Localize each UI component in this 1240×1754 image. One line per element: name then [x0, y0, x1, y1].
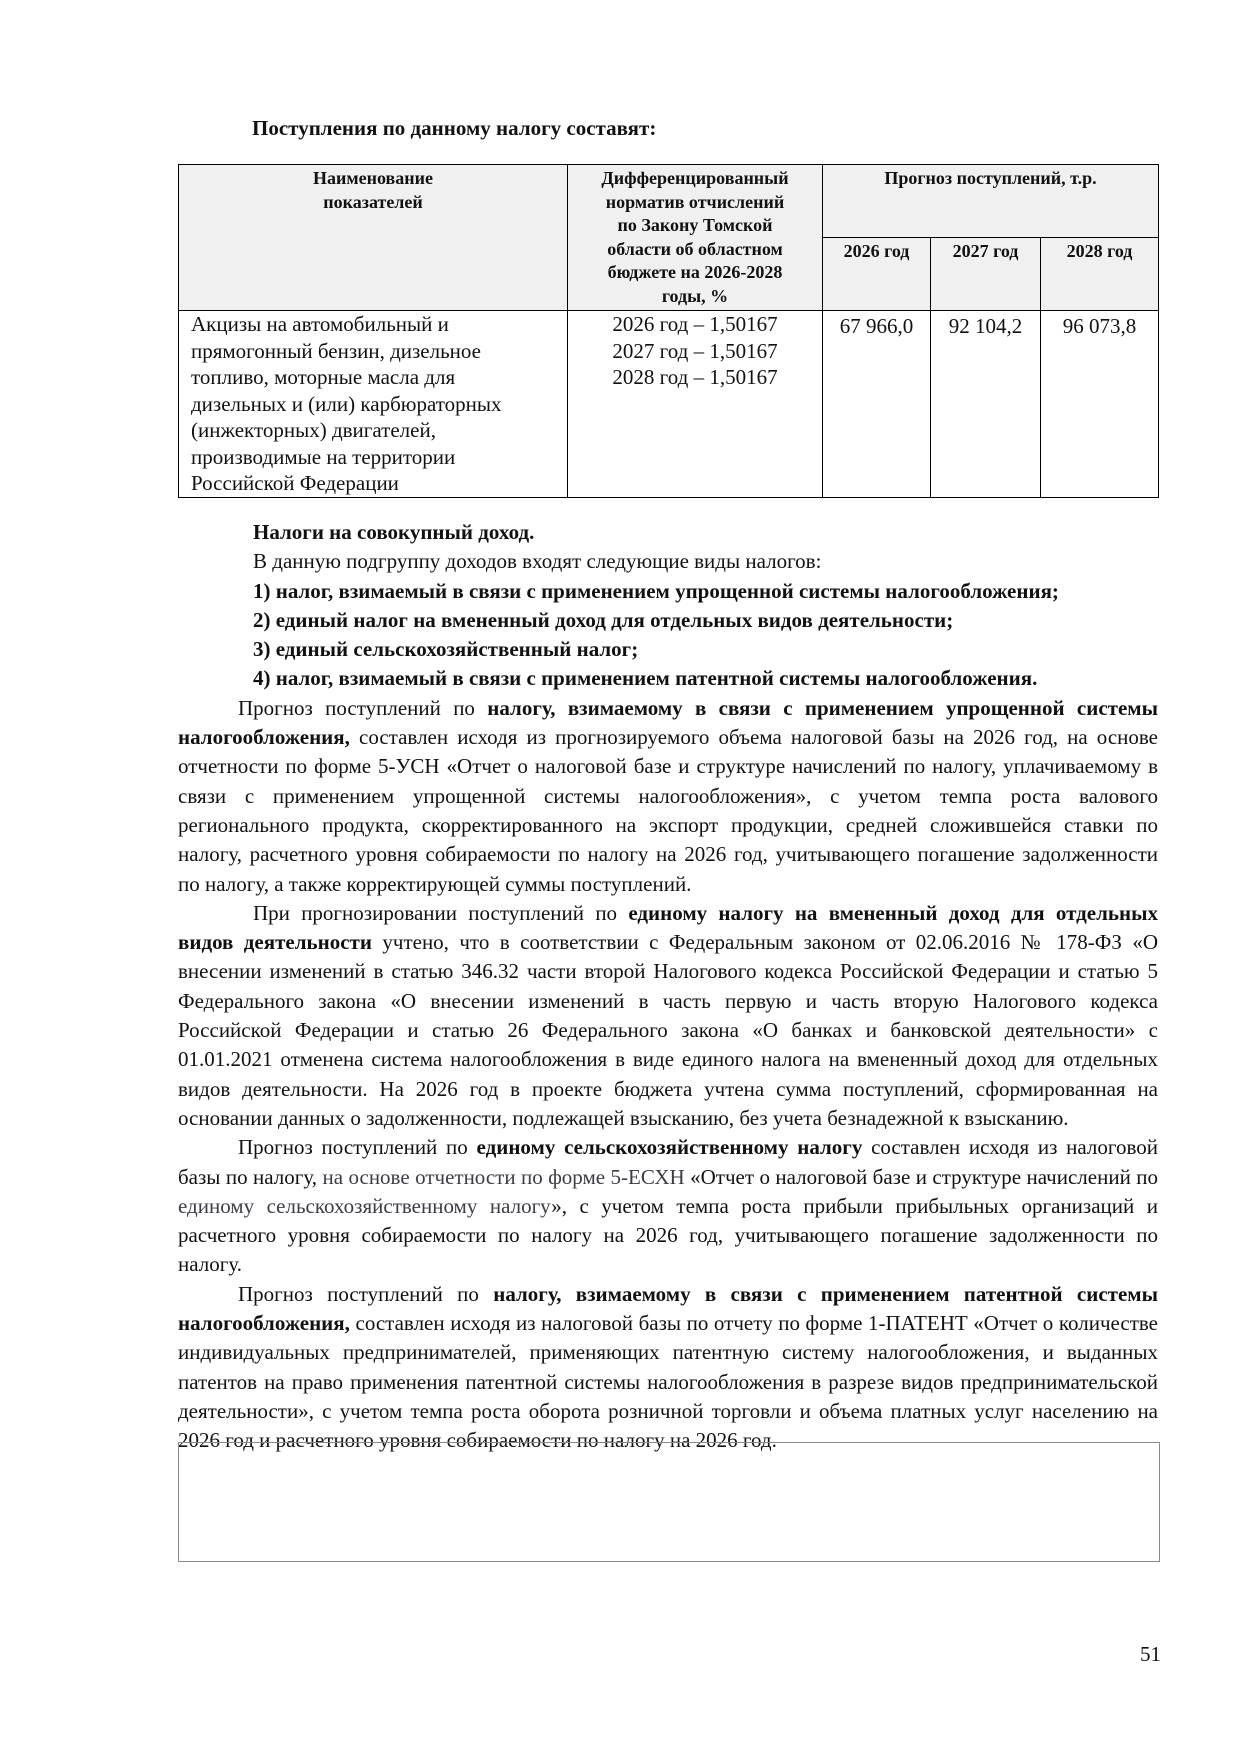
paragraph-usn: Прогноз поступлений по налогу, взимаемому в связи с применением упрощенной системы налогообложения, составлен исходя из прогнозируемого объема налоговой базы на 2026 год, на основе отчетности по форме 5-УСН «Отчет о налоговой базе и структуре начислений по налогу, уплачиваемому в связи с применением упрощенной системы налогообложения», с учетом темпа роста валового регионального продукта, скорректированного на экспорт продукции, средней сложившейся ставки по налогу, расчетного уровня собираемости по налогу на 2026 год, учитывающего погашение задолженности по налогу, а также корректирующей суммы поступлений.: [178, 695, 1158, 896]
cell-value-2028: 96 073,8: [1041, 311, 1159, 498]
cell-value-2026: 67 966,0: [823, 311, 931, 498]
highlight-frame: [178, 1442, 1160, 1562]
list-item: 2) единый налог на вмененный доход для отдельных видов деятельности;: [253, 607, 954, 632]
table-header-row: [179, 165, 1159, 238]
page-number: 51: [1140, 1642, 1161, 1666]
table-caption: Поступления по данному налогу составят:: [252, 116, 657, 140]
document-body: [178, 518, 1158, 1456]
table-row: [179, 311, 1159, 498]
revenue-table: [178, 164, 1159, 498]
header-forecast: Прогноз поступлений, т.р.: [823, 165, 1159, 238]
section-intro: В данную подгруппу доходов входят следующие виды налогов:: [253, 549, 822, 574]
header-year-2028: 2028 год: [1041, 238, 1159, 311]
header-year-2026: 2026 год: [823, 238, 931, 311]
cell-indicator-name: Акцизы на автомобильный и прямогонный бензин, дизельное топливо, моторные масла для дизельных и (или) карбюраторных (инжекторных) двигателей, производимые на территории Российской Федерации: [179, 311, 568, 498]
header-normative: Дифференцированный норматив отчислений по Закону Томской области об областном бюджете на 2026-2028 годы, %: [568, 165, 823, 311]
list-item: 3) единый сельскохозяйственный налог;: [253, 637, 639, 662]
header-year-2027: 2027 год: [931, 238, 1041, 311]
list-item: 4) налог, взимаемый в связи с применением патентной системы налогообложения.: [253, 666, 1038, 691]
paragraph-envd: При прогнозировании поступлений по единому налогу на вмененный доход для отдельных видов деятельности учтено, что в соответствии с Федеральным законом от 02.06.2016 № 178-ФЗ «О внесении изменений в статью 346.32 части второй Налогового кодекса Российской Федерации и статью 5 Федерального закона «О внесении изменений в часть первую и часть вторую Налогового кодекса Российской Федерации и статью 26 Федерального закона «О банках и банковской деятельности» с 01.01.2021 отменена система налогообложения в виде единого налога на вмененный доход для отдельных видов деятельности. На 2026 год в проекте бюджета учтена сумма поступлений, сформированная на основании данных о задолженности, подлежащей взысканию, без учета безнадежной к взысканию.: [178, 900, 1158, 1130]
cell-value-2027: 92 104,2: [931, 311, 1041, 498]
section-title: Налоги на совокупный доход.: [253, 520, 535, 544]
list-item: 1) налог, взимаемый в связи с применением упрощенной системы налогообложения;: [253, 578, 1059, 603]
cell-normative: 2026 год – 1,50167 2027 год – 1,50167 2028 год – 1,50167: [568, 311, 823, 498]
header-indicator-name: Наименование показателей: [179, 165, 568, 311]
paragraph-eshn: Прогноз поступлений по единому сельскохозяйственному налогу составлен исходя из налоговой базы по налогу, на основе отчетности по форме 5-ЕСХН «Отчет о налоговой базе и структуре начислений по единому сельскохозяйственному налогу», с учетом темпа роста прибыли прибыльных организаций и расчетного уровня собираемости по налогу на 2026 год, учитывающего погашение задолженности по налогу.: [178, 1135, 1158, 1277]
paragraph-patent: Прогноз поступлений по налогу, взимаемому в связи с применением патентной системы налогообложения, составлен исходя из налоговой базы по отчету по форме 1-ПАТЕНТ «Отчет о количестве индивидуальных предпринимателей, применяющих патентную систему налогообложения, и выданных патентов на право применения патентной системы налогообложения в разрезе видов предпринимательской деятельности», с учетом темпа роста оборота розничной торговли и объема платных услуг населению на 2026 год и расчетного уровня собираемости по налогу на 2026 год.: [178, 1281, 1158, 1453]
